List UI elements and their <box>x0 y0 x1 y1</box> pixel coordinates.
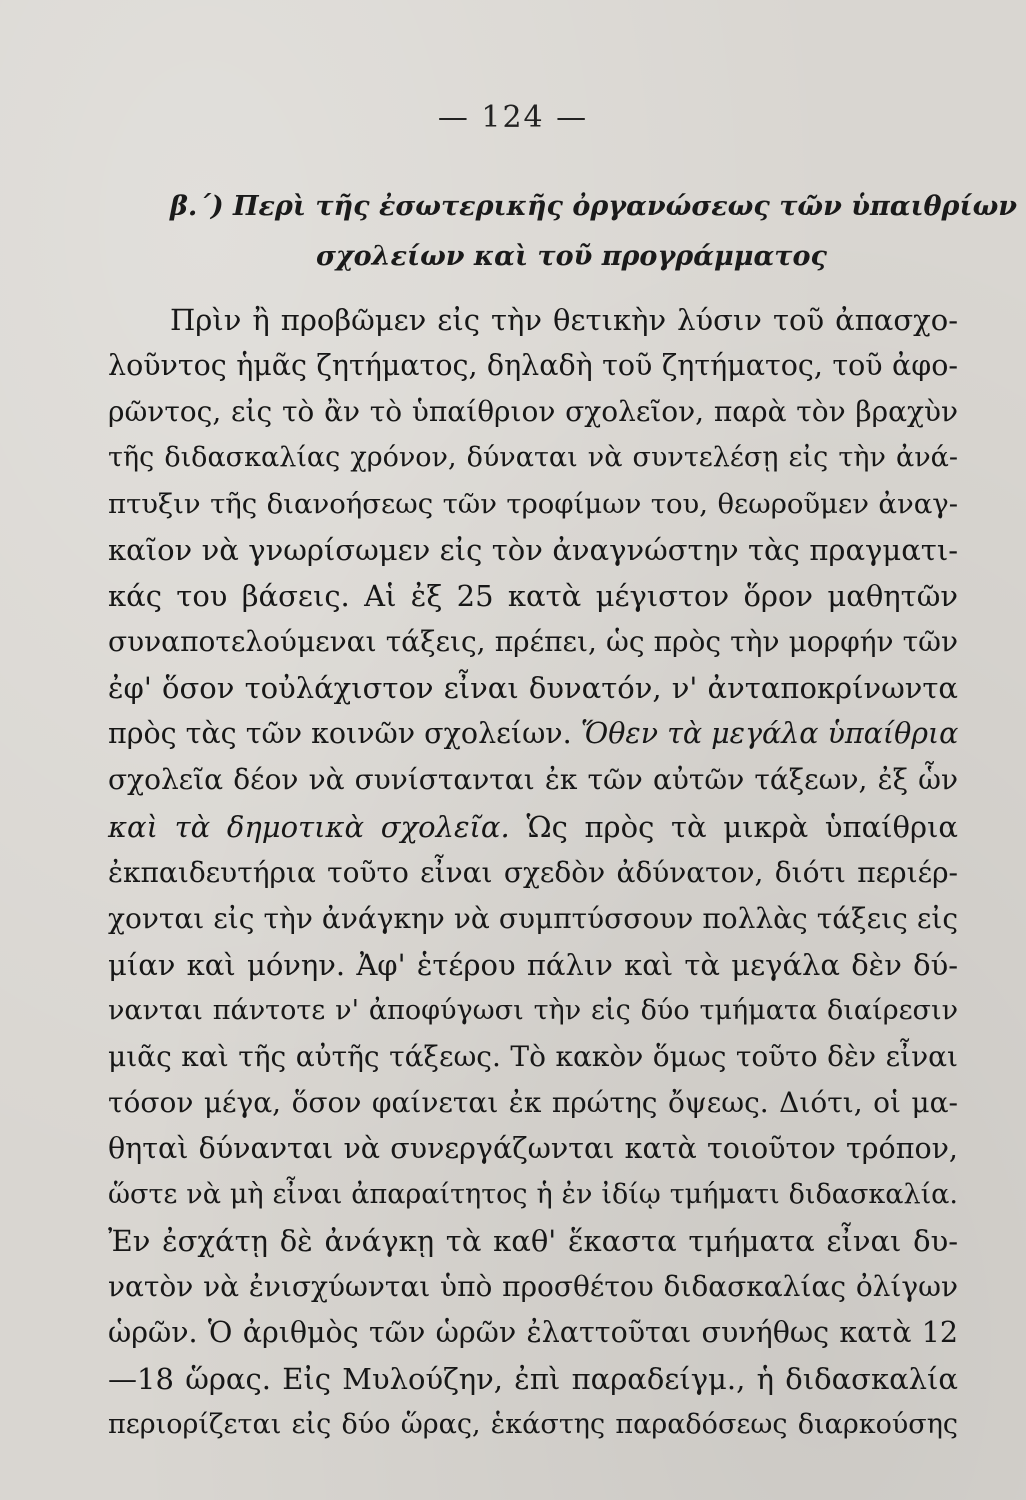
text-line: μίαν καὶ μόνην. Ἀφ' ἑτέρου πάλιν καὶ τὰ μεγάλα δὲν δύ- <box>108 947 958 982</box>
text-line: χονται εἰς τὴν ἀνάγκην νὰ συμπτύσσουν πολλὰς τάξεις εἰς <box>108 901 958 935</box>
section-heading-line: β.΄) Περὶ τῆς ἐσωτερικῆς ὀργανώσεως τῶν ὑπαιθρίων <box>170 191 1018 222</box>
italic-text-segment: Ὅθεν τὰ μεγάλα ὑπαίθρια <box>580 717 959 751</box>
text-line: ὡρῶν. Ὁ ἀριθμὸς τῶν ὡρῶν ἐλαττοῦται συνήθως κατὰ 12 <box>108 1316 958 1350</box>
text-line: καῖον νὰ γνωρίσωμεν εἰς τὸν ἀναγνώστην τὰς πραγματι- <box>108 533 958 568</box>
text-line: νανται πάντοτε ν' ἀποφύγωσι τὴν εἰς δύο τμήματα διαίρεσιν <box>108 994 958 1026</box>
text-line: κάς του βάσεις. Αἱ ἐξ 25 κατὰ μέγιστον ὅρον μαθητῶν <box>108 579 958 614</box>
text-line: συναποτελούμεναι τάξεις, πρέπει, ὡς πρὸς τὴν μορφήν τῶν <box>108 625 958 659</box>
text-line: ὥστε νὰ μὴ εἶναι ἀπαραίτητος ἡ ἐν ἰδίῳ τμήματι διδασκαλία. <box>108 1178 958 1210</box>
text-line-mixed <box>108 804 958 850</box>
page-number: — 124 — <box>437 100 589 135</box>
text-line: Πρὶν ἢ προβῶμεν εἰς τὴν θετικὴν λύσιν τοῦ ἀπασχο- <box>170 303 958 337</box>
italic-text-line: σχολεῖα δέον νὰ συνίστανται ἐκ τῶν αὐτῶν τάξεων, ἐξ ὧν <box>108 763 958 797</box>
text-line: ἐφ' ὅσον τοὐλάχιστον εἶναι δυνατόν, ν' ἀνταποκρίνωντα <box>108 671 958 706</box>
text-line: ἐκπαιδευτήρια τοῦτο εἶναι σχεδὸν ἀδύνατον, διότι περιέρ- <box>108 855 958 889</box>
section-heading <box>170 182 1018 282</box>
text-line: τῆς διδασκαλίας χρόνον, δύναται νὰ συντελέσῃ εἰς τὴν ἀνά- <box>108 442 958 474</box>
text-segment: πρὸς τὰς τῶν κοινῶν σχολείων. <box>108 717 572 751</box>
text-line: λοῦντος ἡμᾶς ζητήματος, δηλαδὴ τοῦ ζητήματος, τοῦ ἀφο- <box>108 349 958 383</box>
text-line-mixed <box>108 711 958 757</box>
text-segment: Ὡς πρὸς τὰ μικρὰ ὑπαίθρια <box>526 809 958 844</box>
text-line: πτυξιν τῆς διανοήσεως τῶν τροφίμων του, θεωροῦμεν ἀναγ- <box>108 488 958 521</box>
italic-text-segment: καὶ τὰ δημοτικὰ σχολεῖα. <box>108 809 510 844</box>
text-line: νατὸν νὰ ἐνισχύωνται ὑπὸ προσθέτου διδασκαλίας ὀλίγων <box>108 1269 958 1303</box>
text-line: περιορίζεται εἰς δύο ὥρας, ἑκάστης παραδόσεως διαρκούσης <box>108 1409 958 1441</box>
text-line: θηταὶ δύνανται νὰ συνεργάζωνται κατὰ τοιοῦτον τρόπον, <box>108 1131 958 1165</box>
section-heading-line: σχολείων καὶ τοῦ προγράμματος <box>316 241 827 272</box>
text-line: —18 ὥρας. Εἰς Μυλούζην, ἐπὶ παραδείγμ., ἡ διδασκαλία <box>108 1362 958 1397</box>
text-line: ρῶντος, εἰς τὸ ἂν τὸ ὑπαίθριον σχολεῖον, παρὰ τὸν βραχὺν <box>108 395 958 429</box>
text-line: τόσον μέγα, ὅσον φαίνεται ἐκ πρώτης ὄψεως. Διότι, οἱ μα- <box>108 1085 958 1119</box>
body-paragraph <box>108 297 958 1448</box>
text-line: μιᾶς καὶ τῆς αὐτῆς τάξεως. Τὸ κακὸν ὅμως τοῦτο δὲν εἶναι <box>108 1039 958 1073</box>
text-line: Ἐν ἐσχάτῃ δὲ ἀνάγκῃ τὰ καθ' ἕκαστα τμήματα εἶναι δυ- <box>108 1223 958 1258</box>
